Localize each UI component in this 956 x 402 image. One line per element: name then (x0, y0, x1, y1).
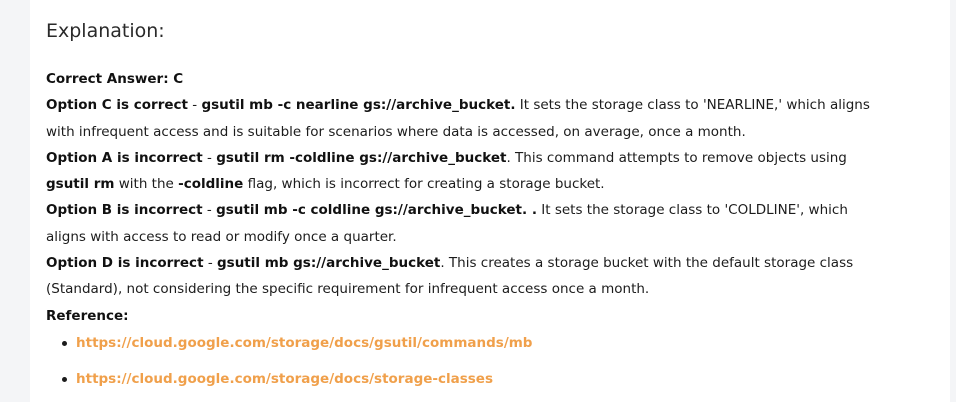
option-a-explanation: Option A is incorrect - gsutil rm -coldline gs://archive_bucket. This command attempts to remove objects using gsutil rm with the -coldline flag, which is incorrect for creating a storage bucket. (46, 149, 847, 193)
option-b-label: Option B is incorrect (46, 202, 203, 219)
reference-list (46, 333, 886, 389)
option-a-command: gsutil rm -coldline gs://archive_bucket (216, 149, 507, 166)
option-a-flag: -coldline (178, 176, 244, 193)
reference-label: Reference: (46, 307, 129, 324)
option-c-explanation: Option C is correct - gsutil mb -c nearline gs://archive_bucket. It sets the storage class to 'NEARLINE,' which aligns with infrequent access and is suitable for scenarios where data is accessed, on average, once a month. (46, 97, 870, 140)
option-d-label: Option D is incorrect (46, 255, 204, 272)
option-d-command: gsutil mb gs://archive_bucket (217, 255, 441, 272)
list-item (60, 369, 886, 389)
reference-link-mb[interactable]: https://cloud.google.com/storage/docs/gsutil/commands/mb (76, 334, 533, 351)
explanation-heading: Explanation: (46, 20, 165, 42)
option-d-explanation: Option D is incorrect - gsutil mb gs://archive_bucket. This creates a storage bucket with the default storage class (Standard), not considering the specific requirement for infrequent access once a month. (46, 255, 854, 298)
correct-answer: Correct Answer: C (46, 71, 184, 87)
reference-link-storage-classes[interactable]: https://cloud.google.com/storage/docs/storage-classes (76, 370, 493, 387)
option-a-label: Option A is incorrect (46, 149, 203, 166)
option-c-command: gsutil mb -c nearline gs://archive_bucket. (201, 97, 516, 114)
bullet-icon (62, 341, 67, 346)
option-a-command-2: gsutil rm (46, 176, 115, 193)
bullet-icon (62, 377, 67, 382)
option-b-explanation: Option B is incorrect - gsutil mb -c coldline gs://archive_bucket. . It sets the storage class to 'COLDLINE', which aligns with access to read or modify once a quarter. (46, 202, 848, 245)
list-item (60, 333, 886, 353)
option-b-command: gsutil mb -c coldline gs://archive_bucket. . (216, 202, 537, 219)
option-c-label: Option C is correct (46, 97, 188, 114)
explanation-body (46, 66, 886, 389)
explanation-card (30, 0, 950, 402)
